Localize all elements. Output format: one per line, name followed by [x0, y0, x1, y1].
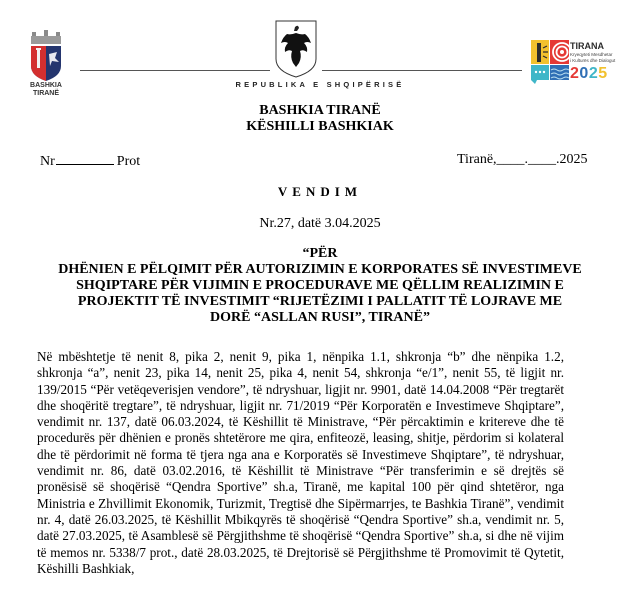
institution-line-2: KËSHILLI BASHKIAK — [246, 119, 394, 134]
bashkia-tirane-coat-of-arms-icon — [28, 30, 64, 82]
subtitle-line-1: Kryeqyteti Mesdhetar — [570, 52, 613, 57]
header-rule-right — [322, 70, 522, 71]
republic-emblem — [273, 19, 319, 84]
decision-heading: VENDIM — [277, 184, 363, 199]
caption-line-1: BASHKIA — [30, 82, 62, 89]
tirana-logo-subtitle — [570, 52, 615, 63]
title-line: “PËR — [302, 246, 338, 261]
header-rule-left — [80, 70, 270, 71]
tirana-logo-year: 2025 — [570, 65, 608, 82]
decision-number-date: Nr.27, datë 3.04.2025 — [259, 216, 381, 231]
tirana-logo-title: TIRANA — [570, 41, 604, 51]
decision-preamble-paragraph: Në mbështetje të nenit 8, pika 2, nenit 9, pika 1, nënpika 1.1, shkronja “b” dhe nënpika 1.2, shkronja “a”, nenit 23, pika 14, nenit 25, pika 4, nenit 54, shkronja “e/1”, nenit 55, të ligjit nr. 139/2015 “Për vetëqeverisjen vendore”, të ndryshuar, ligjit nr. 9901, datë 14.04.2008 “Për tregtarët dhe shoqëritë tregtare”, të ndryshuar, ligjit nr. 71/2019 “Për Korporatën e Investimeve Shqiptare”, vendimit nr. 137, datë 06.03.2024, të Këshillit të Ministrave, “Për përcaktimin e kritereve dhe të procedurës për dhënien e pronës shtetërore me qira, enfiteozë, leasing, shitje, përdorim si kolateral dhe të përdorimit në forma të tjera nga ana e Korporatës së Investimeve Shqiptare”, të ndryshuar, vendimit nr. 86, datë 03.02.2016, të Këshillit të Ministrave “Për transferimin e së drejtës së pronësisë së shoqërisë “Qendra Sportive” sh.a, Tiranë, me kapital 100 për qind shtetëror, nga Ministria e Zhvillimit Ekonomik, Turizmit, Tregtisë dhe Sipërmarrjes, te Bashkia Tiranë”, vendimit nr. 4, datë 26.03.2025, të Këshillit Mbikqyrës të shoqërisë “Qendra Sportive” sh.a, vendimit nr. 5, datë 27.03.2025, të Asamblesë së Përgjithshme të shoqërisë “Qendra Sportive” sh.a, si dhe në vijim të memos nr. 5338/7 prot., datë 28.03.2025, të Drejtorisë së Përgjithshme të Promovimit të Qytetit, Këshilli Bashkiak, — [37, 349, 564, 576]
title-line: SHQIPTARE PËR VIJIMIN E PROCEDURAVE ME QËLLIM REALIZIMIN E — [76, 278, 564, 293]
bashkia-tirane-logo — [28, 30, 64, 87]
title-line: PROJEKTIT TË INVESTIMIT “RIJETËZIMI I PALLATIT TË LOJRAVE ME — [77, 294, 563, 309]
bashkia-tirane-caption — [22, 82, 70, 98]
prot-label: Prot — [116, 154, 141, 169]
title-line: DORË “ASLLAN RUSI”, TIRANË” — [210, 310, 430, 325]
subtitle-line-2: i Kulturës dhe Dialogut — [570, 57, 616, 63]
institution-heading — [0, 103, 640, 135]
protocol-number-field — [40, 152, 140, 170]
caption-line-2: TIRANË — [32, 90, 60, 97]
nr-blank — [56, 152, 114, 165]
nr-label: Nr — [40, 154, 55, 169]
title-line: DHËNIEN E PËLQIMIT PËR AUTORIZIMIN E KORPORATES SË INVESTIMEVE — [58, 262, 582, 277]
place-date: Tiranë,____.____.2025 — [457, 152, 588, 167]
albanian-double-headed-eagle-emblem-icon — [273, 19, 319, 79]
republic-caption: REPUBLIKA E SHQIPËRISË — [235, 80, 405, 89]
tirana-2025-logo — [531, 40, 569, 89]
decision-title — [0, 246, 640, 326]
tirana-2025-logo-icon — [531, 40, 569, 84]
institution-line-1: BASHKIA TIRANË — [259, 103, 381, 118]
